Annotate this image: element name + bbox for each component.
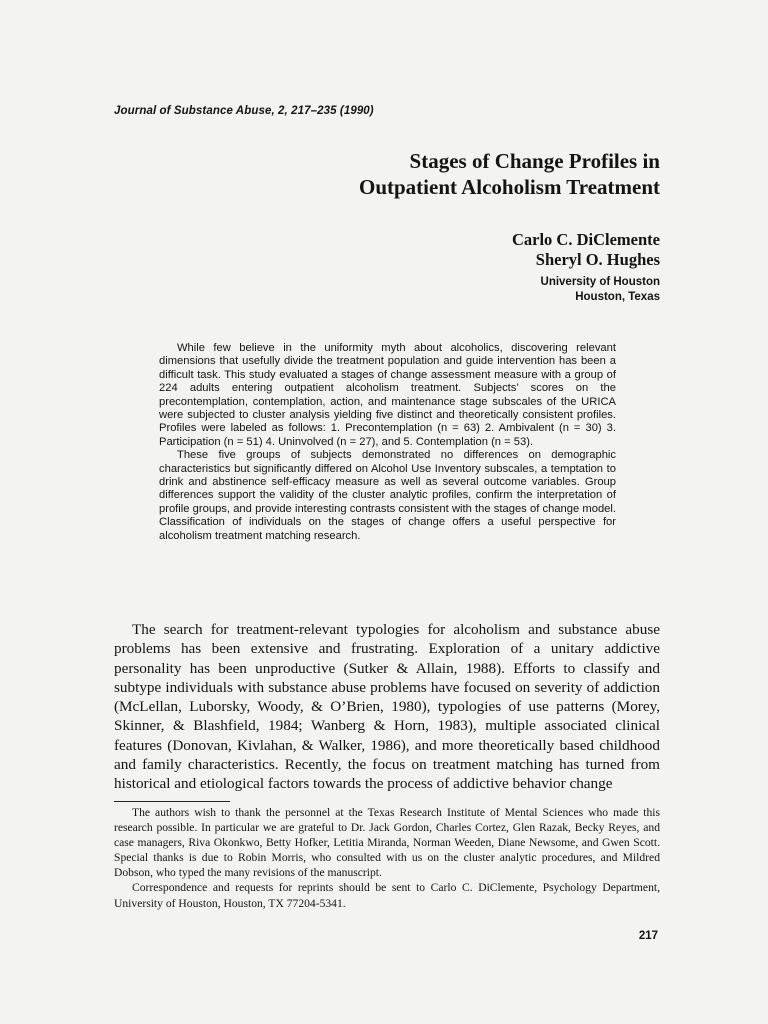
author-name: Sheryl O. Hughes xyxy=(535,250,660,269)
affiliation xyxy=(360,275,660,305)
author-name: Carlo C. DiClemente xyxy=(511,230,660,249)
affiliation-location: Houston, Texas xyxy=(575,291,660,303)
abstract-paragraph: These five groups of subjects demonstrated no differences on demographic characteristics but significantly differed on Alcohol Use Inventory subscales, a temptation to drink and abstinence self-efficacy measure as well as several outcome variables. Group differences support the validity of the cluster analytic profiles, confirm the interpretation of profile groups, and provide interesting contrasts consistent with the stages of change model. Classification of individuals on the stages of change offers a useful perspective for alcoholism treatment matching research. xyxy=(159,449,616,542)
affiliation-institution: University of Houston xyxy=(540,276,660,288)
title-line-1: Stages of Change Profiles in xyxy=(409,149,660,173)
body-paragraph: The search for treatment-relevant typologies for alcoholism and substance abuse problems has been extensive and frustrating. Exploration of a unitary addictive personality has been unproductive (Sutker & Allain, 1988). Efforts to classify and subtype individuals with substance abuse problems have focused on severity of addiction (McLellan, Luborsky, Woody, & O’Brien, 1980), typologies of use patterns (Morey, Skinner, & Blashfield, 1984; Wanberg & Horn, 1983), multiple associated clinical features (Donovan, Kivlahan, & Walker, 1986), and more theoretically based childhood and family characteristics. Recently, the focus on treatment matching has turned from historical and etiological factors towards the process of addictive behavior change xyxy=(114,621,660,793)
journal-citation: Journal of Substance Abuse, 2, 217–235 (1990) xyxy=(114,105,374,117)
acknowledgement-note: The authors wish to thank the personnel at the Texas Research Institute of Mental Sciences who made this research possible. In particular we are grateful to Dr. Jack Gordon, Charles Cortez, Glen Razak, Becky Reyes, and case managers, Riva Okonkwo, Betty Hofker, Letitia Miranda, Norman Weeden, Diane Newsome, and Gwen Scott. Special thanks is due to Robin Morris, who consulted with us on the cluster analytic procedures, and Mildred Dobson, who typed the many revisions of the manuscript. xyxy=(114,806,660,880)
author-list xyxy=(360,230,660,270)
article-title xyxy=(240,148,660,200)
footnote-divider xyxy=(114,801,230,802)
body-text xyxy=(114,620,660,794)
abstract xyxy=(159,342,616,543)
abstract-paragraph: While few believe in the uniformity myth about alcoholics, discovering relevant dimensions that usefully divide the treatment population and guide intervention has been a difficult task. This study evaluated a stages of change assessment measure with a group of 224 adults entering outpatient alcoholism treatment. Subjects’ scores on the precontemplation, contemplation, action, and maintenance stage subscales of the URICA were subjected to cluster analysis yielding five distinct and theoretically consistent profiles. Profiles were labeled as follows: 1. Precontemplation (n = 63) 2. Ambivalent (n = 30) 3. Participation (n = 51) 4. Uninvolved (n = 27), and 5. Contemplation (n = 53). xyxy=(159,342,616,448)
footnotes xyxy=(114,805,660,911)
correspondence-note: Correspondence and requests for reprints should be sent to Carlo C. DiClemente, Psychology Department, University of Houston, Houston, TX 77204-5341. xyxy=(114,881,660,910)
page-number: 217 xyxy=(638,930,658,942)
title-line-2: Outpatient Alcoholism Treatment xyxy=(359,175,660,199)
